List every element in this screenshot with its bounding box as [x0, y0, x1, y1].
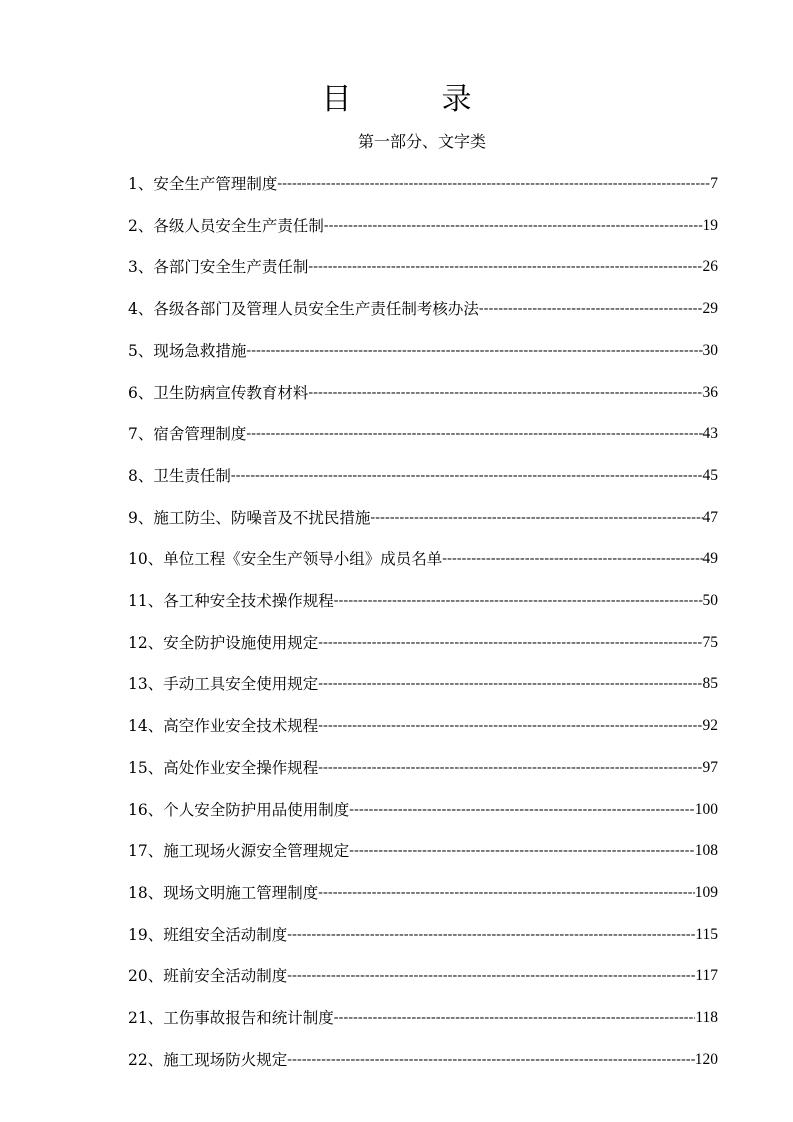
- toc-entry-label: 18、现场文明施工管理制度: [128, 883, 319, 902]
- toc-entry-page-number: 29: [702, 300, 718, 318]
- toc-entry-page-number: 118: [695, 1009, 718, 1026]
- toc-dot-leader: [318, 879, 695, 907]
- toc-entry-label: 8、卫生责任制: [128, 466, 231, 485]
- toc-entry-page-number: 49: [702, 550, 718, 568]
- toc-entry[interactable]: [128, 670, 718, 698]
- toc-dot-leader: [442, 545, 702, 573]
- toc-entry-page-number: 30: [702, 341, 718, 359]
- toc-entry-label: 16、个人安全防护用品使用制度: [128, 800, 350, 819]
- toc-entry-page-number: 85: [702, 675, 718, 693]
- toc-dot-leader: [277, 170, 710, 198]
- toc-entry-label: 21、工伤事故报告和统计制度: [128, 1009, 334, 1027]
- toc-entry[interactable]: [128, 295, 718, 323]
- toc-entry[interactable]: [128, 921, 718, 949]
- toc-dot-leader: [287, 962, 695, 990]
- toc-entry-page-number: 97: [702, 758, 718, 776]
- toc-entry-label: 15、高处作业安全操作规程: [128, 758, 319, 777]
- toc-entry-page-number: 47: [702, 508, 718, 526]
- toc-dot-leader: [246, 337, 702, 365]
- toc-entry-label: 9、施工防尘、防噪音及不扰民措施: [128, 508, 371, 527]
- toc-entry-page-number: 43: [702, 425, 718, 443]
- toc-entry-page-number: 120: [694, 1050, 718, 1068]
- toc-entry[interactable]: [128, 962, 718, 990]
- toc-dot-leader: [334, 1004, 696, 1032]
- toc-entry[interactable]: [128, 504, 718, 532]
- toc-entry[interactable]: [128, 1046, 718, 1074]
- toc-entry-label: 5、现场急救措施: [128, 341, 247, 360]
- toc-entry-label: 22、施工现场防火规定: [128, 1050, 288, 1069]
- toc-entry-page-number: 19: [702, 216, 718, 234]
- toc-entry[interactable]: [128, 629, 718, 657]
- toc-dot-leader: [318, 754, 702, 782]
- toc-entry-page-number: 100: [694, 800, 718, 818]
- toc-dot-leader: [231, 462, 703, 490]
- toc-entry[interactable]: [128, 253, 718, 281]
- page-title: 目 录: [321, 82, 502, 117]
- toc-entry[interactable]: [128, 1004, 718, 1032]
- toc-entry-page-number: 109: [694, 883, 718, 901]
- toc-entry-page-number: 92: [702, 717, 718, 735]
- toc-entry-label: 6、卫生防病宣传教育材料: [128, 383, 309, 402]
- toc-entry[interactable]: [128, 587, 718, 615]
- toc-dot-leader: [479, 295, 703, 323]
- toc-dot-leader: [287, 1046, 695, 1074]
- toc-dot-leader: [308, 253, 702, 281]
- toc-entry-label: 14、高空作业安全技术规程: [128, 717, 319, 736]
- toc-entry-page-number: 75: [702, 633, 718, 651]
- toc-entry-label: 1、安全生产管理制度: [128, 175, 278, 193]
- toc-entry[interactable]: [128, 837, 718, 865]
- toc-entry-page-number: 36: [702, 383, 718, 401]
- toc-entry[interactable]: [128, 379, 718, 407]
- toc-entry-label: 4、各级各部门及管理人员安全生产责任制考核办法: [128, 300, 479, 319]
- toc-entry[interactable]: [128, 337, 718, 365]
- toc-dot-leader: [370, 504, 702, 532]
- toc-entry[interactable]: [128, 212, 718, 240]
- toc-entry-page-number: 117: [695, 967, 718, 985]
- toc-entry[interactable]: [128, 420, 718, 448]
- toc-dot-leader: [324, 212, 703, 240]
- toc-entry-page-number: 115: [695, 925, 718, 943]
- toc-entry-label: 2、各级人员安全生产责任制: [128, 216, 324, 235]
- toc-dot-leader: [246, 420, 702, 448]
- toc-entry-label: 12、安全防护设施使用规定: [128, 633, 319, 652]
- toc-dot-leader: [349, 796, 695, 824]
- toc-entry[interactable]: [128, 170, 718, 198]
- toc-entry[interactable]: [128, 754, 718, 782]
- toc-entry-page-number: 45: [702, 466, 718, 484]
- toc-entry-label: 17、施工现场火源安全管理规定: [128, 842, 350, 861]
- toc-dot-leader: [318, 670, 702, 698]
- toc-entry-label: 7、宿舍管理制度: [128, 425, 247, 444]
- toc-entry-label: 3、各部门安全生产责任制: [128, 258, 309, 277]
- toc-entry-label: 11、各工种安全技术操作规程: [128, 592, 334, 610]
- toc-dot-leader: [318, 712, 702, 740]
- toc-dot-leader: [308, 379, 702, 407]
- toc-dot-leader: [318, 629, 702, 657]
- toc-dot-leader: [287, 921, 695, 949]
- toc-entry[interactable]: [128, 712, 718, 740]
- toc-entry[interactable]: [128, 462, 718, 490]
- toc-dot-leader: [349, 837, 695, 865]
- toc-entry-page-number: 7: [710, 175, 718, 192]
- toc-dot-leader: [334, 587, 703, 615]
- toc-entry-label: 13、手动工具安全使用规定: [128, 675, 319, 694]
- toc-entry-label: 19、班组安全活动制度: [128, 925, 288, 944]
- toc-entry-label: 20、班前安全活动制度: [128, 967, 288, 986]
- toc-entry-page-number: 108: [694, 842, 718, 860]
- toc-entry[interactable]: [128, 545, 718, 573]
- section-subtitle: 第一部分、文字类: [357, 132, 486, 151]
- toc-entry-page-number: 26: [702, 258, 718, 276]
- toc-entry-label: 10、单位工程《安全生产领导小组》成员名单: [128, 550, 443, 569]
- toc-entry[interactable]: [128, 879, 718, 907]
- toc-entry-page-number: 50: [702, 592, 718, 609]
- toc-entry[interactable]: [128, 796, 718, 824]
